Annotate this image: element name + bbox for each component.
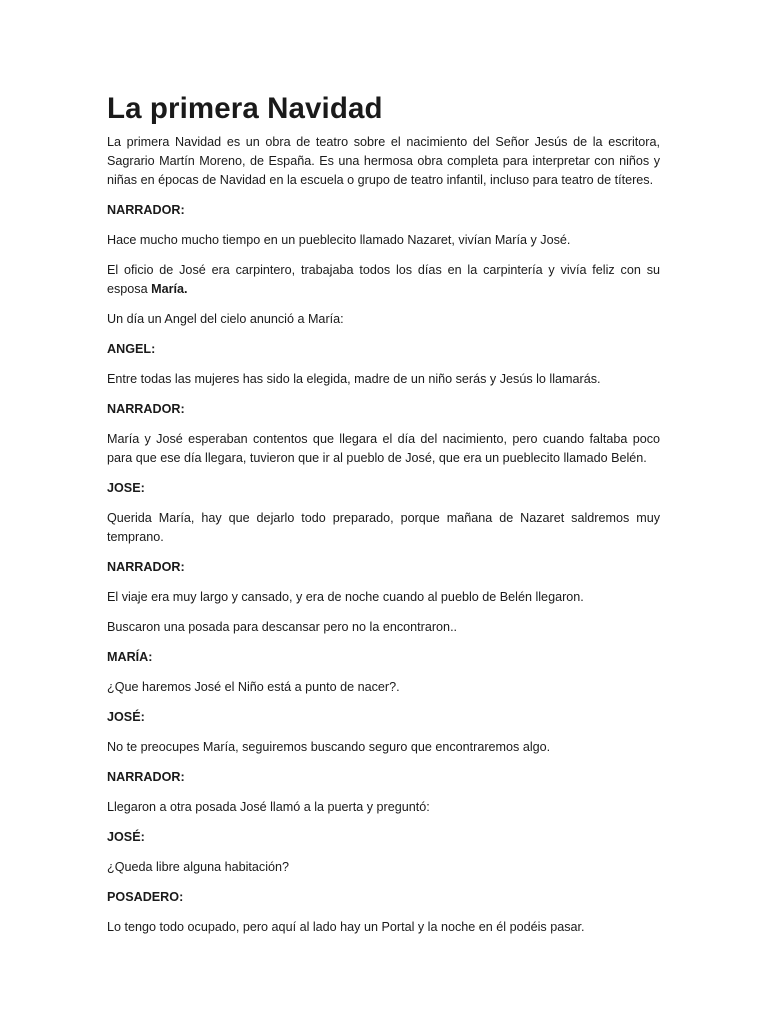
speaker-label: NARRADOR: [107,770,185,784]
dialogue-paragraph [107,261,660,299]
emphasized-name: María. [151,282,188,296]
dialogue-paragraph: ¿Queda libre alguna habitación? [107,860,290,874]
dialogue-paragraph: Entre todas las mujeres has sido la elegida, madre de un niño serás y Jesús lo llamarás. [107,372,601,386]
dialogue-paragraph: Querida María, hay que dejarlo todo preparado, porque mañana de Nazaret saldremos muy temprano. [107,511,660,544]
speaker-label: JOSÉ: [107,710,145,724]
dialogue-paragraph: No te preocupes María, seguiremos buscando seguro que encontraremos algo. [107,740,551,754]
dialogue-paragraph: Buscaron una posada para descansar pero no la encontraron.. [107,620,458,634]
speaker-label: ANGEL: [107,342,156,356]
dialogue-paragraph: Llegaron a otra posada José llamó a la puerta y preguntó: [107,800,430,814]
dialogue-paragraph: Un día un Angel del cielo anunció a María: [107,312,344,326]
speaker-label: POSADERO: [107,890,184,904]
dialogue-paragraph: Hace mucho mucho tiempo en un pueblecito llamado Nazaret, vivían María y José. [107,233,571,247]
paragraph-text: El oficio de José era carpintero, trabajaba todos los días en la carpintería y vivía feliz con su esposa [107,263,660,296]
script-blocks [107,201,660,937]
intro-paragraph: La primera Navidad es un obra de teatro sobre el nacimiento del Señor Jesús de la escritora, Sagrario Martín Moreno, de España. Es una hermosa obra completa para interpretar con niños y niñas en épocas de Navidad en la escuela o grupo de teatro infantil, incluso para teatro de títeres. [107,135,660,187]
dialogue-paragraph: María y José esperaban contentos que llegara el día del nacimiento, pero cuando faltaba poco para que ese día llegara, tuvieron que ir al pueblo de José, que era un pueblecito llamado Belén. [107,432,660,465]
document-page [107,90,660,948]
speaker-label: MARÍA: [107,650,153,664]
speaker-label: JOSE: [107,481,145,495]
document-content [107,133,660,937]
dialogue-paragraph: Lo tengo todo ocupado, pero aquí al lado hay un Portal y la noche en él podéis pasar. [107,920,585,934]
speaker-label: JOSÉ: [107,830,145,844]
document-title: La primera Navidad [107,92,383,125]
speaker-label: NARRADOR: [107,203,185,217]
speaker-label: NARRADOR: [107,560,185,574]
dialogue-paragraph: ¿Que haremos José el Niño está a punto de nacer?. [107,680,400,694]
dialogue-paragraph: El viaje era muy largo y cansado, y era de noche cuando al pueblo de Belén llegaron. [107,590,584,604]
speaker-label: NARRADOR: [107,402,185,416]
